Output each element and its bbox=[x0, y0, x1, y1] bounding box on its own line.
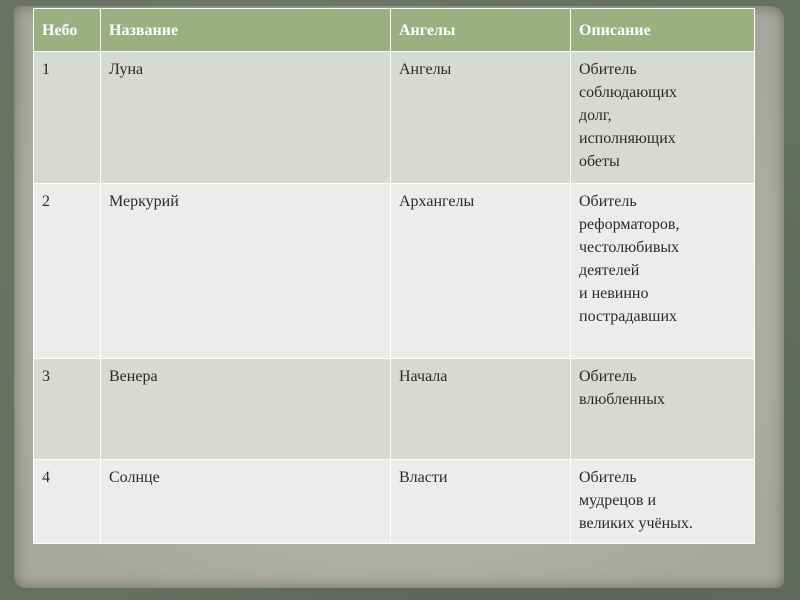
description-line: Обитель bbox=[579, 61, 637, 78]
cell-angel-rank: Власти bbox=[391, 460, 571, 544]
heavens-table bbox=[33, 8, 755, 544]
description-line: честолюбивых bbox=[579, 239, 680, 256]
table-row bbox=[34, 52, 755, 184]
description-line: пострадавших bbox=[579, 308, 678, 325]
table-row bbox=[34, 460, 755, 544]
description-line: мудрецов и bbox=[579, 492, 657, 509]
cell-heaven-number: 3 bbox=[34, 359, 101, 460]
cell-heaven-name: Венера bbox=[101, 359, 391, 460]
header-angels: Ангелы bbox=[391, 9, 571, 52]
cell-angel-rank: Ангелы bbox=[391, 52, 571, 184]
description-line: Обитель bbox=[579, 368, 637, 385]
description-line: и невинно bbox=[579, 285, 649, 302]
cell-heaven-name: Луна bbox=[101, 52, 391, 184]
cell-heaven-number: 1 bbox=[34, 52, 101, 184]
cell-heaven-number: 2 bbox=[34, 184, 101, 359]
header-description: Описание bbox=[571, 9, 755, 52]
cell-angel-rank: Начала bbox=[391, 359, 571, 460]
description-line: соблюдающих bbox=[579, 84, 678, 101]
cell-heaven-name: Меркурий bbox=[101, 184, 391, 359]
cell-angel-rank: Архангелы bbox=[391, 184, 571, 359]
description-line: Обитель bbox=[579, 469, 637, 486]
table-header-row bbox=[34, 9, 755, 52]
description-line: реформаторов, bbox=[579, 216, 680, 233]
table-row bbox=[34, 184, 755, 359]
cell-heaven-number: 4 bbox=[34, 460, 101, 544]
cell-description bbox=[571, 359, 755, 460]
table-row bbox=[34, 359, 755, 460]
header-name: Название bbox=[101, 9, 391, 52]
description-line: Обитель bbox=[579, 193, 637, 210]
description-line: великих учёных. bbox=[579, 515, 693, 532]
description-line: долг, bbox=[579, 107, 612, 124]
cell-description bbox=[571, 52, 755, 184]
description-line: обеты bbox=[579, 153, 620, 170]
description-line: деятелей bbox=[579, 262, 640, 279]
cell-heaven-name: Солнце bbox=[101, 460, 391, 544]
header-heaven: Небо bbox=[34, 9, 101, 52]
description-line: исполняющих bbox=[579, 130, 676, 147]
cell-description bbox=[571, 184, 755, 359]
cell-description bbox=[571, 460, 755, 544]
description-line: влюбленных bbox=[579, 391, 665, 408]
